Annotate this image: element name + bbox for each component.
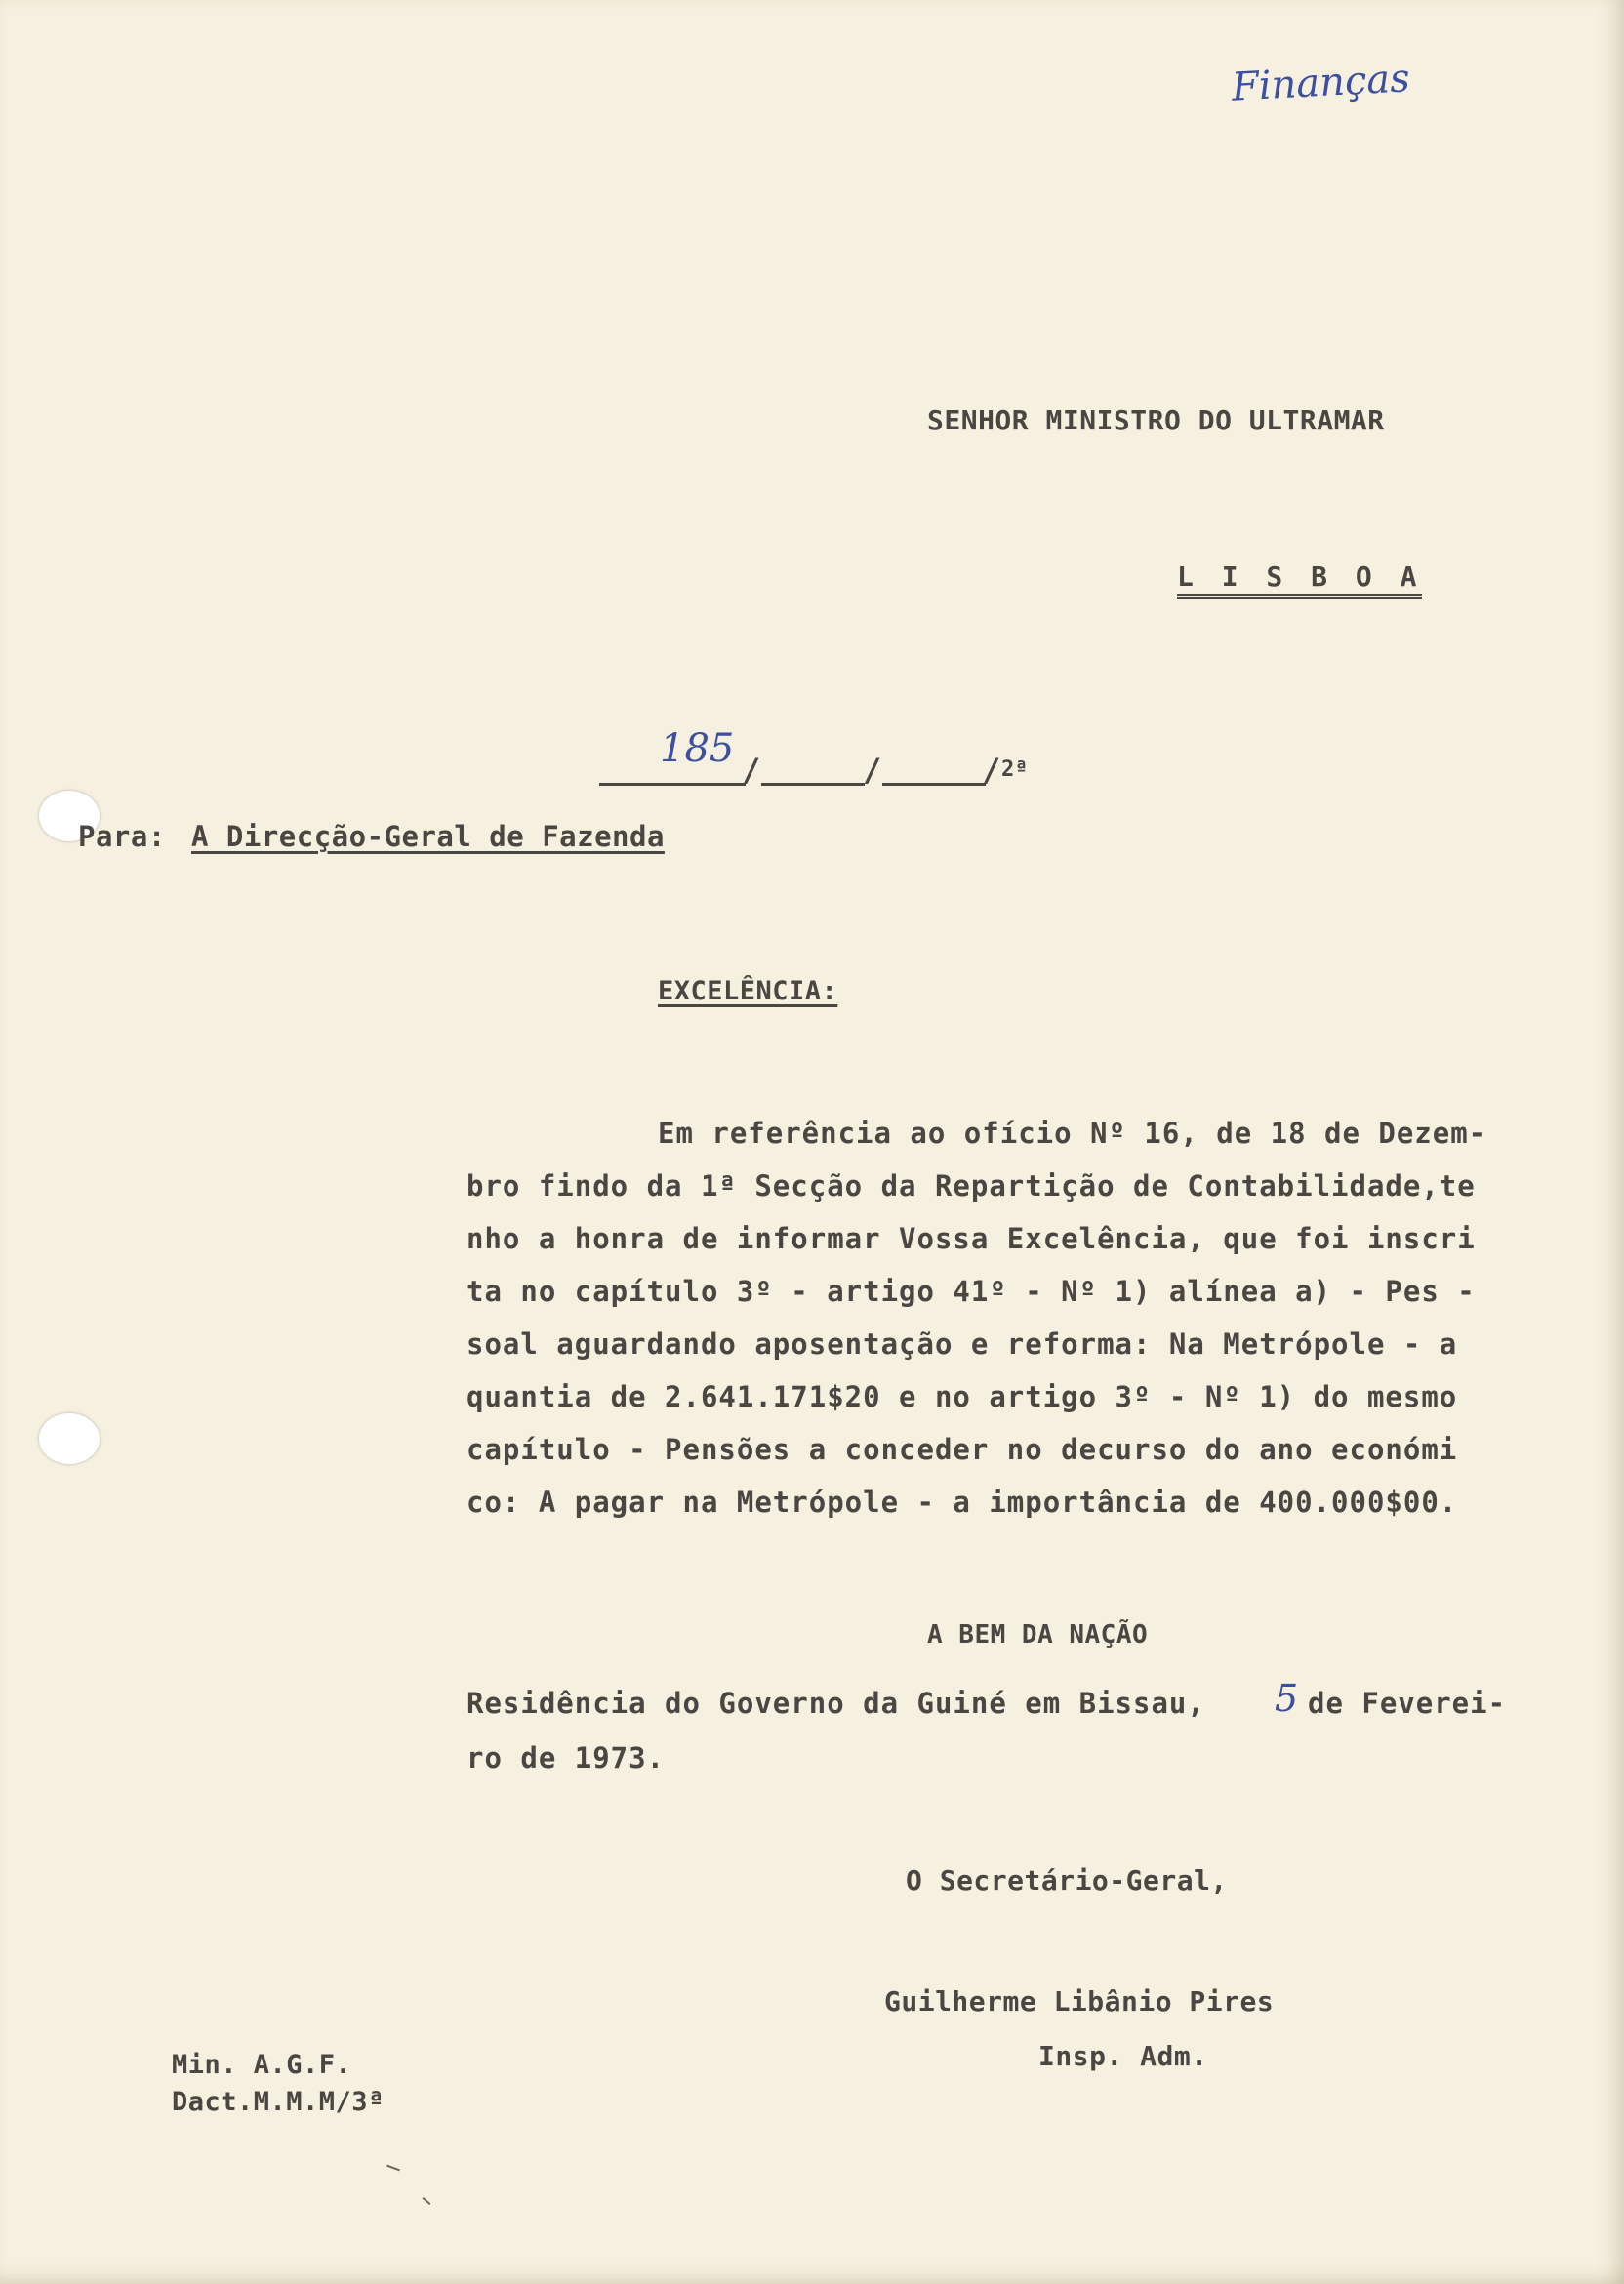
handwritten-annotation: Finanças	[1230, 56, 1411, 110]
stray-mark	[423, 2197, 431, 2205]
handwritten-day: 5	[1275, 1677, 1299, 1720]
reference-blank-2	[761, 783, 865, 786]
handwritten-reference-number: 185	[660, 726, 735, 771]
signatory-title: O Secretário-Geral,	[906, 1864, 1228, 1897]
body-line: quantia de 2.641.171$20 e no artigo 3º - Nº 1) do mesmo	[467, 1380, 1458, 1413]
para-recipient: A Direcção-Geral de Fazenda	[191, 820, 665, 853]
body-line: ta no capítulo 3º - artigo 41º - Nº 1) alínea a) - Pes -	[467, 1275, 1476, 1308]
closing-formula: A BEM DA NAÇÃO	[927, 1620, 1149, 1650]
stray-mark	[386, 2165, 400, 2172]
body-line: soal aguardando aposentação e reforma: Na Metrópole - a	[467, 1327, 1458, 1361]
slash-2: /	[863, 752, 882, 789]
footer-line-2: Dact.M.M.M/3ª	[172, 2087, 385, 2117]
body-line: nho a honra de informar Vossa Excelência, que foi inscri	[467, 1222, 1476, 1255]
signatory-role: Insp. Adm.	[1038, 2040, 1208, 2072]
punch-hole-bottom	[39, 1413, 100, 1464]
salutation: EXCELÊNCIA:	[658, 976, 838, 1006]
reference-blank-1	[599, 783, 746, 786]
addressee: SENHOR MINISTRO DO ULTRAMAR	[927, 404, 1385, 436]
city-lisboa: L I S B O A	[1177, 560, 1422, 599]
footer-line-1: Min. A.G.F.	[172, 2050, 352, 2080]
body-line: co: A pagar na Metrópole - a importância de 400.000$00.	[467, 1486, 1458, 1519]
reference-line	[0, 722, 1624, 800]
reference-suffix: 2ª	[1001, 757, 1029, 782]
para-label: Para:	[78, 820, 166, 853]
slash-1: /	[742, 752, 761, 789]
place-date-part2: de Feverei-	[1308, 1687, 1507, 1720]
signatory-name: Guilherme Libânio Pires	[884, 1985, 1275, 2018]
place-date-line2: ro de 1973.	[467, 1741, 666, 1774]
reference-blank-3	[882, 783, 986, 786]
place-date-part1: Residência do Governo da Guiné em Bissau,	[467, 1687, 1205, 1720]
body-line: capítulo - Pensões a conceder no decurso do ano económi	[467, 1433, 1458, 1466]
body-line: bro findo da 1ª Secção da Repartição de Contabilidade,te	[467, 1169, 1476, 1203]
slash-3: /	[982, 752, 1001, 789]
body-line: Em referência ao ofício Nº 16, de 18 de Dezem-	[658, 1117, 1487, 1150]
